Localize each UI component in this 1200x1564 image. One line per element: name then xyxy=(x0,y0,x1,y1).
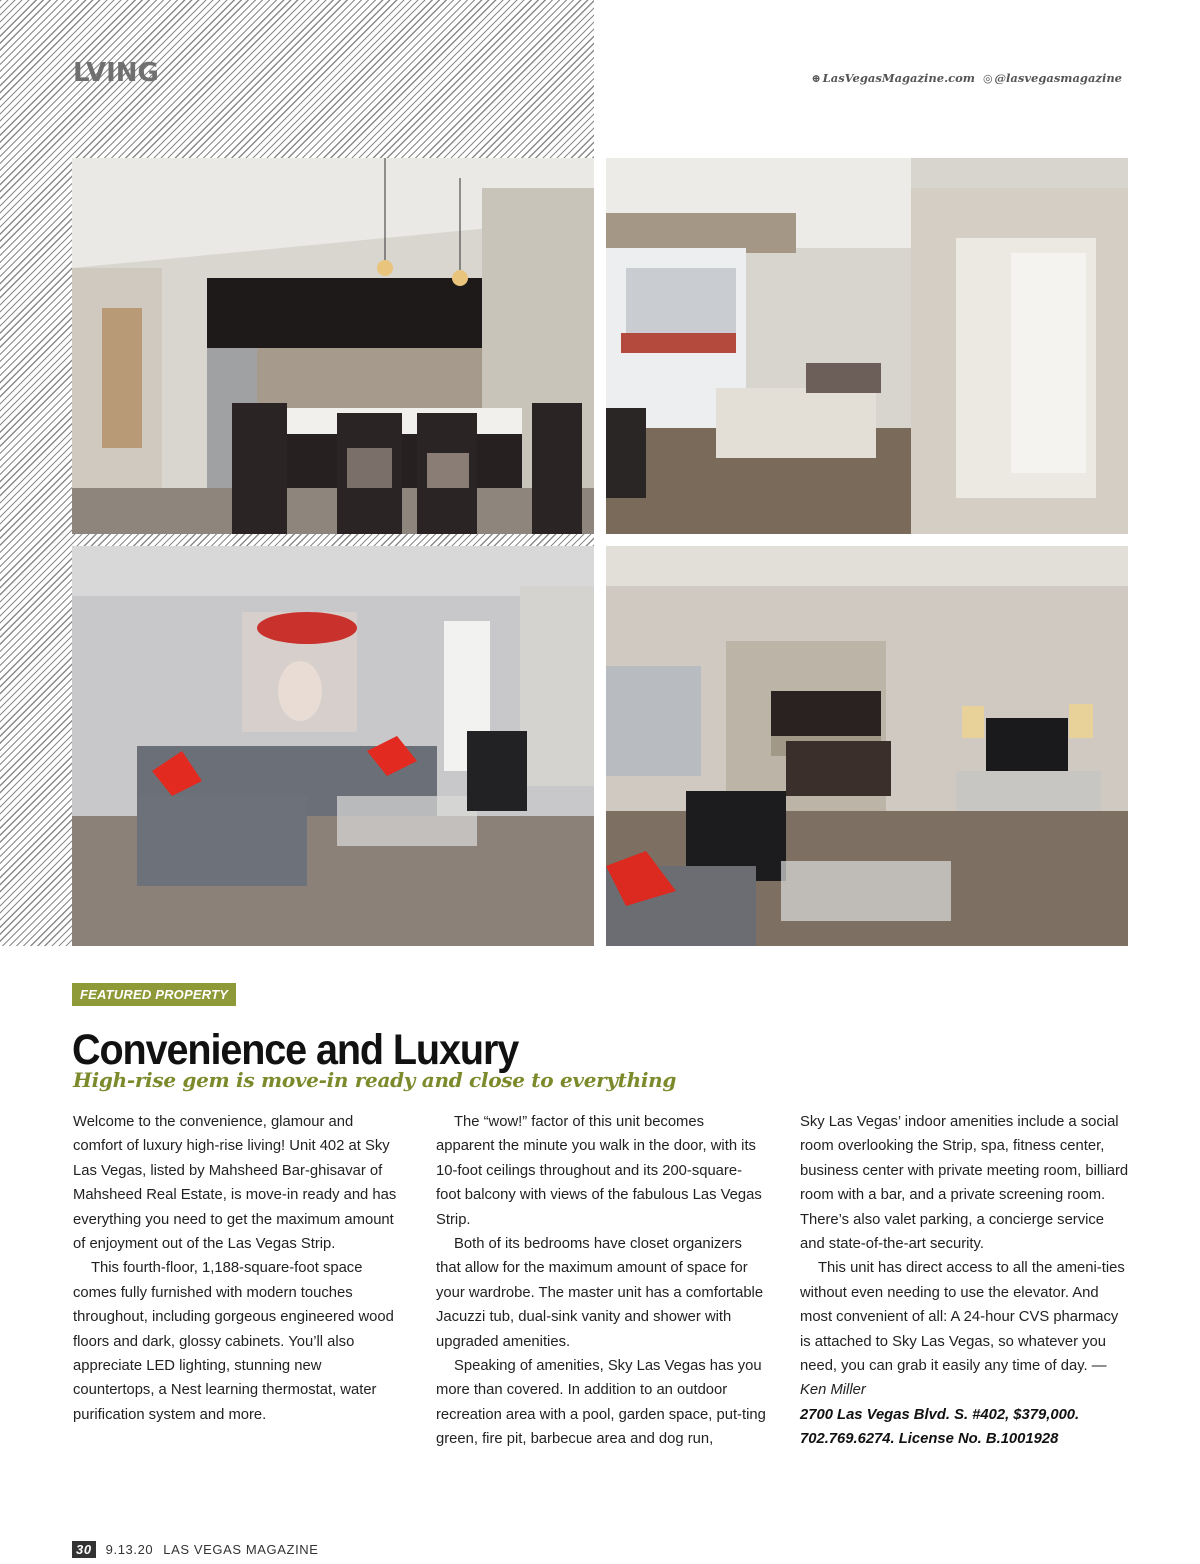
article-title: Convenience and Luxury xyxy=(72,1026,519,1074)
paragraph-text: This unit has direct access to all the ameni-ties without even needing to use the elevator. And most convenient of all: A 24-hour CVS pharmacy is attached to Sky Las Vegas, so whatever you need, you can grab it easily any time of day. xyxy=(800,1260,1125,1375)
paragraph: Welcome to the convenience, glamour and comfort of luxury high-rise living! Unit 402 at Sky Las Vegas, listed by Mahsheed Bar-ghisavar of Mahsheed Real Estate, is move-in ready and has everything you need to get the maximum amount of enjoyment out of the Las Vegas Strip. xyxy=(73,1114,397,1253)
paragraph: Speaking of amenities, Sky Las Vegas has you more than covered. In addition to an outdoor recreation area with a pool, garden space, put-ting green, fire pit, barbecue area and dog run, xyxy=(436,1358,766,1448)
paragraph: This fourth-floor, 1,188-square-foot space comes fully furnished with modern touches throughout, including gorgeous engineered wood floors and dark, glossy cabinets. You’ll also appreciate LED lighting, stunning new countertops, a Nest learning thermostat, water purification system and more. xyxy=(73,1260,394,1423)
text-column-3 xyxy=(800,1110,1130,1452)
instagram-handle[interactable]: @lasvegasmagazine xyxy=(994,71,1122,85)
instagram-icon: ◎ xyxy=(982,72,993,85)
text-column-1 xyxy=(73,1110,403,1427)
paragraph: Both of its bedrooms have closet organizers that allow for the maximum amount of space for your wardrobe. The master unit has a comfortable Jacuzzi tub, dual-sink vanity and shower with upgraded amenities. xyxy=(436,1236,764,1350)
paragraph xyxy=(800,1256,1130,1402)
bedroom-photo xyxy=(606,158,1128,534)
web-links xyxy=(811,71,1122,85)
living-room-photo xyxy=(72,546,594,946)
section-label: LVING xyxy=(73,58,159,88)
listing-contact: 702.769.6274. License No. B.1001928 xyxy=(800,1431,1059,1448)
publication-name: LAS VEGAS MAGAZINE xyxy=(163,1542,319,1557)
website-link[interactable]: LasVegasMagazine.com xyxy=(822,71,975,85)
paragraph: Sky Las Vegas’ indoor amenities include a social room overlooking the Strip, spa, fitness center, business center with private meeting room, billiard room with a bar, and a private screening room. There’s also valet parking, a concierge service and state-of-the-art security. xyxy=(800,1114,1129,1253)
listing-info xyxy=(800,1403,1130,1452)
issue-date: 9.13.20 xyxy=(105,1542,154,1557)
page-footer xyxy=(72,1541,319,1558)
text-column-2 xyxy=(436,1110,766,1452)
byline: —Ken Miller xyxy=(800,1358,1107,1399)
page-number: 30 xyxy=(72,1541,96,1558)
paragraph: The “wow!” factor of this unit becomes apparent the minute you walk in the door, with its 10-foot ceilings throughout and its 200-square-foot balcony with views of the fabulous Las Vegas Strip. xyxy=(436,1114,762,1228)
article-subtitle: High-rise gem is move-in ready and close to everything xyxy=(73,1068,677,1092)
globe-icon: ⊕ xyxy=(811,72,821,85)
open-living-area-photo xyxy=(606,546,1128,946)
featured-property-tag: FEATURED PROPERTY xyxy=(72,983,236,1006)
listing-address: 2700 Las Vegas Blvd. S. #402, $379,000. xyxy=(800,1406,1080,1423)
kitchen-photo xyxy=(72,158,594,534)
